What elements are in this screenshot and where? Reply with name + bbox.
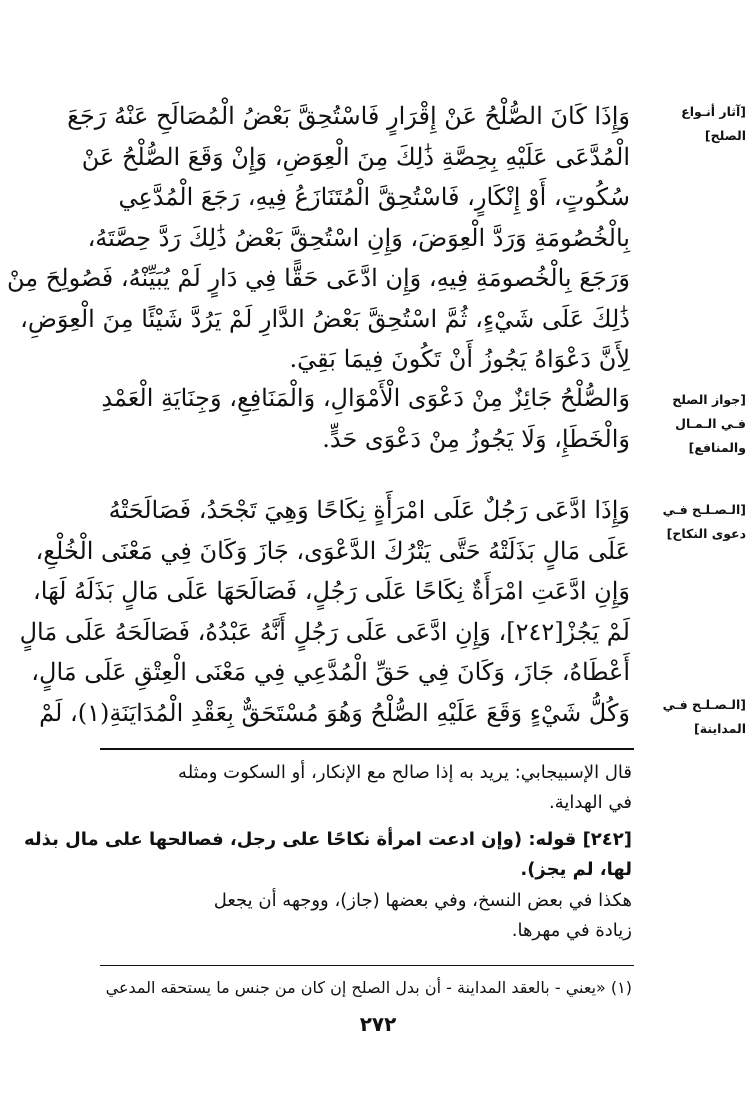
text-line: وَكُلُّ شَيْءٍ وَقَعَ عَلَيْهِ الصُّلْحُ وَهُوَ مُسْتَحَقٌّ بِعَقْدِ الْمُدَايَنَةِ(١)، لَمْ: [39, 698, 630, 727]
main-text-divider: [100, 748, 634, 750]
footnote-divider: [100, 965, 634, 966]
text-line: لَمْ يَجُزْ[٢٤٢]، وَإِنِ ادَّعَى عَلَى رَجُلٍ أَنَّهُ عَبْدُهُ، فَصَالَحَهُ عَلَى مَالٍ: [19, 617, 630, 646]
text-line: وَإِذَا كَانَ الصُّلْحُ عَنْ إِقْرَارٍ فَاسْتُحِقَّ بَعْضُ الْمُصَالَحِ عَنْهُ رَجَعَ: [67, 102, 630, 130]
text-line: وَإِنِ ادَّعَتِ امْرَأَةٌ نِكَاحًا عَلَى رَجُلٍ، فَصَالَحَهَا عَلَى مَالٍ بَذَلَهُ لَهَا،: [33, 577, 630, 605]
page-number: ٢٧٢: [359, 1012, 397, 1036]
commentary-line: زيادة في مهرها.: [511, 920, 632, 941]
commentary-line: في الهداية.: [549, 792, 632, 813]
text-line: لِأَنَّ دَعْوَاهُ يَجُوزُ أَنْ تَكُونَ فِيمَا بَقِيَ.: [289, 345, 630, 373]
main-paragraph-1: [7, 96, 630, 380]
main-paragraph-3: [19, 490, 630, 733]
side-note-line: [الـصـلـح فـي: [662, 502, 746, 517]
text-line: الْمُدَّعَى عَلَيْهِ بِحِصَّةِ ذَٰلِكَ مِنَ الْعِوَضِ، وَإِنْ وَقَعَ الصُّلْحُ عَنْ: [81, 142, 630, 171]
side-note-line: فـي الـمـال: [675, 416, 746, 431]
commentary-block-2: [24, 825, 632, 885]
text-line: وَرَجَعَ بِالْخُصومَةِ فِيهِ، وَإِن ادَّعَى حَقًّا فِي دَارٍ لَمْ يُبَيِّنْهُ، فَصُولِحَ مِنْ: [7, 264, 630, 292]
side-note-settlement-marriage-claim: [654, 498, 746, 546]
side-note-line: [آثار أنـواع: [681, 104, 746, 119]
text-line: وَالصُّلْحُ جَائِزٌ مِنْ دَعْوَى الْأَمْوَالِ، وَالْمَنَافِعِ، وَجِنَايَةِ الْعَمْدِ: [101, 384, 630, 412]
side-note-line: [الـصـلـح فـي: [662, 697, 746, 712]
commentary-line: [٢٤٢] قوله: (وإن ادعت امرأة نكاحًا على رجل، فصالحها على مال بذله: [24, 829, 632, 850]
commentary-line: لها، لم يجز).: [520, 859, 632, 880]
side-note-line: [جواز الصلح: [672, 392, 746, 407]
side-note-line: المداينة]: [694, 721, 746, 736]
side-note-line: والمنافع]: [688, 440, 746, 455]
commentary-block-3: [100, 886, 632, 946]
commentary-line: هكذا في بعض النسخ، وفي بعضها (جاز)، ووجهه أن يجعل: [213, 890, 632, 911]
text-line: عَلَى مَالٍ بَذَلَتْهُ حَتَّى يَتْرُكَ الدَّعْوَى، جَازَ وَكَانَ فِي مَعْنَى الْخُلْعِ،: [35, 536, 630, 565]
text-line: بِالْخُصُومَةِ وَرَدَّ الْعِوَضَ، وَإِنِ اسْتُحِقَّ بَعْضُ ذَٰلِكَ رَدَّ حِصَّتَهُ،: [87, 223, 630, 252]
text-line: وَإِذَا ادَّعَى رَجُلٌ عَلَى امْرَأَةٍ نِكَاحًا وَهِيَ تَجْحَدُ، فَصَالَحَتْهُ: [108, 496, 630, 524]
text-line: وَالْخَطَإِ، وَلَا يَجُوزُ مِنْ دَعْوَى حَدٍّ.: [322, 424, 630, 453]
commentary-line: قال الإسبيجابي: يريد به إذا صالح مع الإنكار، أو السكوت ومثله: [178, 762, 632, 783]
text-line: أَعْطَاهُ، جَازَ، وَكَانَ فِي حَقِّ الْمُدَّعِي فِي مَعْنَى الْعِتْقِ عَلَى مَالٍ،: [31, 658, 630, 686]
side-note-settlement-debt: [654, 693, 746, 741]
side-note-types-of-settlement: [654, 100, 746, 148]
footnote: (١) «يعني - بالعقد المداينة - أن بدل الصلح إن كان من جنس ما يستحقه المدعي: [105, 978, 632, 997]
side-note-line: الصلح]: [704, 128, 746, 143]
side-note-line: دعوى النكاح]: [666, 526, 746, 541]
text-line: ذَٰلِكَ عَلَى شَيْءٍ، ثُمَّ اسْتُحِقَّ بَعْضُ الدَّارِ لَمْ يَرُدَّ شَيْئًا مِنَ الْعِوَضِ،: [20, 304, 630, 333]
commentary-block-1: [100, 758, 632, 818]
text-line: سُكُوتٍ، أَوْ إِنْكَارٍ، فَاسْتُحِقَّ الْمُتَنَازَعُ فِيهِ، رَجَعَ الْمُدَّعِي: [118, 183, 630, 211]
main-paragraph-2: [100, 378, 630, 459]
side-note-settlement-in-property: [654, 388, 746, 460]
